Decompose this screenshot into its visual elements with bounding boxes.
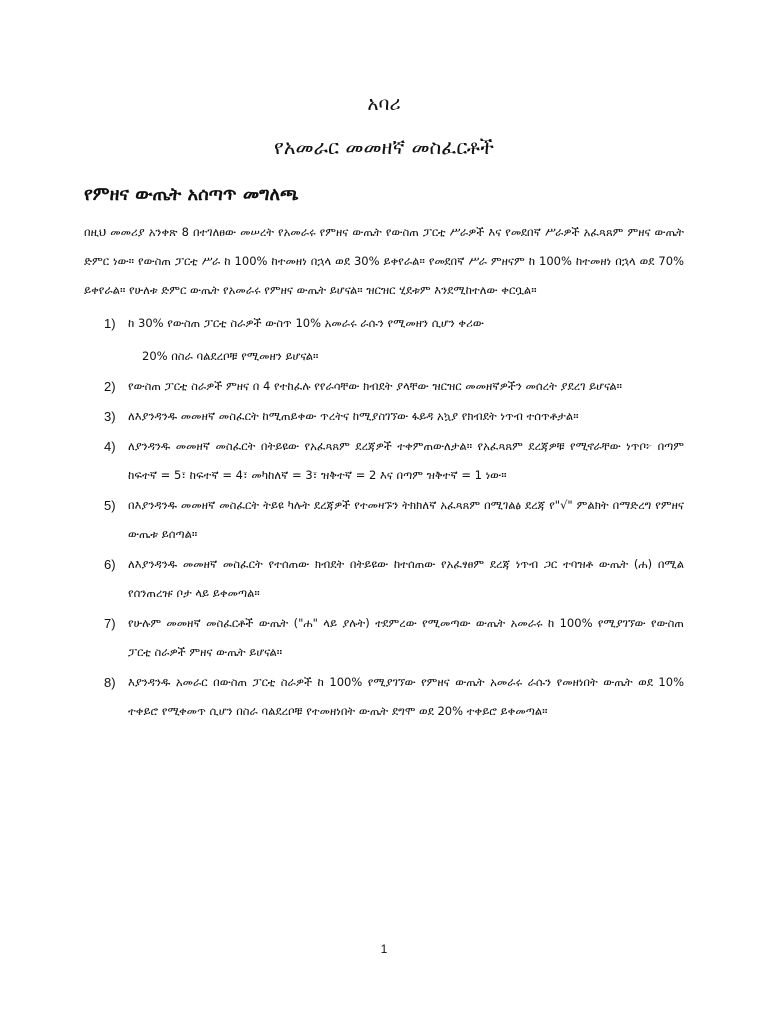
document-title: የአመራር መመዘኛ መስፈርቶች (273, 135, 494, 159)
list-item-number: 4) (104, 439, 116, 454)
list-item (84, 372, 684, 401)
list-item-number: 3) (104, 409, 116, 424)
list-item-number: 2) (104, 379, 116, 394)
list-item (84, 309, 684, 371)
list-item (84, 609, 684, 667)
section-heading: የምዘና ውጤት አሰጣጥ መግለጫ (84, 184, 299, 205)
page-number: 1 (380, 942, 388, 956)
list-item-text: ለያንዳንዱ መመዘኛ መስፈርት በትይዩው የአፈጻጸም ደረጃዎች ተቀምጠውለታል። የአፈጻጸም ደረጃዎቹ የሚኖራቸው ነጥቦ፦ በጣም ከፍተኛ = 5፣ ከፍተኛ = 4፣ መካከለኛ = 3፣ ዝቅተኛ = 2 እና በጣም ዝቅተኛ = 1 ነው። (128, 439, 684, 482)
list-item-number: 6) (104, 557, 116, 572)
list-item-continuation: 20% በስራ ባልደረቦቹ የሚመዘን ይሆናል። (142, 349, 319, 363)
list-item-text: በእያንዳንዱ መመዘኛ መስፈርት ትይዩ ካሉት ደረጃዎች የተመዛኙን ትክክለኛ አፈጻጸም በሚገልፅ ደረጃ የ"√" ምልክት በማድረግ የምዘና ውጤቱ ይሰጣል። (128, 498, 684, 541)
list-item-number: 1) (104, 316, 116, 331)
list-item-number: 8) (104, 675, 116, 690)
list-item-text: እያንዳንዱ አመራር በውስጠ ፓርቲ ስራዎች ከ 100% የሚያገኘው የምዘና ውጤት አመራሩ ራሱን የመዘነበት ውጤት ወደ 10% ተቀይሮ የሚቀመጥ ሲሆን በስራ ባልደረቦቹ የተመዘነበት ውጤት ደግሞ ወደ 20% ተቀይሮ ይቀመጣል። (128, 675, 684, 718)
intro-paragraph: በዚህ መመሪያ አንቀጽ 8 በተገለፀው መሠረት የአመራሩ የምዘና ውጤት የውስጠ ፓርቲ ሥራዎች እና የመደበኛ ሥራዎች አፈጻጸም ምዘና ውጤት ድምር ነው። የውስጠ ፓርቲ ሥራ ከ 100% ከተመዘነ በኋላ ወደ 30% ይቀየራል። የመደበኛ ሥራ ምዘናም ከ 100% ከተመዘነ በኋላ ወደ 70% ይቀየራል። የሁለቱ ድምር ውጤት የአመራሩ የምዘና ውጤት ይሆናል። ዝርዝር ሂደቱም እንደሚከተለው ቀርቧል። (84, 225, 684, 297)
list-item-text: ከ 30% የውስጠ ፓርቲ ስራዎች ውስጥ 10% አመራሩ ራሱን የሚመዘን ሲሆን ቀሪው (128, 316, 484, 330)
list-item-text: ለእያንዳንዱ መመዘኛ መስፈርት የተሰጠው ክብደት በትይዩው ከተሰጠው የአፈፃፀም ደረጃ ነጥብ ጋር ተባዝቶ ውጤት (ሐ) በሚል የሰንጠረዡ ቦታ ላይ ይቀመጣል። (128, 557, 684, 600)
list-item-number: 7) (104, 616, 116, 631)
list-item-text: የውስጠ ፓርቲ ስራዎች ምዘና በ 4 የተከፈሉ የየራሳቸው ክብደት ያላቸው ዝርዝር መመዘኛዎችን መሰረት ያደረገ ይሆናል። (128, 379, 623, 393)
numbered-list (84, 309, 684, 726)
list-item (84, 432, 684, 490)
list-item (84, 550, 684, 608)
appendix-label: አባሪ (367, 93, 401, 115)
list-item-number: 5) (104, 498, 116, 513)
list-item (84, 402, 684, 431)
list-item (84, 668, 684, 726)
list-item-text: ለእያንዳንዱ መመዘኛ መስፈርት ከሚጠይቀው ጥረትና ከሚያስገኘው ፋይዳ አኳያ የክብደት ነጥብ ተሰጥቶታል። (128, 409, 579, 423)
list-item (84, 491, 684, 549)
list-item-text: የሁሉም መመዘኛ መስፈርቶች ውጤት ("ሐ" ላይ ያሉት) ተደምረው የሚመጣው ውጤት አመራሩ ከ 100% የሚያገኘው የውስጠ ፓርቲ ስራዎች ምዘና ውጤት ይሆናል። (128, 616, 684, 659)
